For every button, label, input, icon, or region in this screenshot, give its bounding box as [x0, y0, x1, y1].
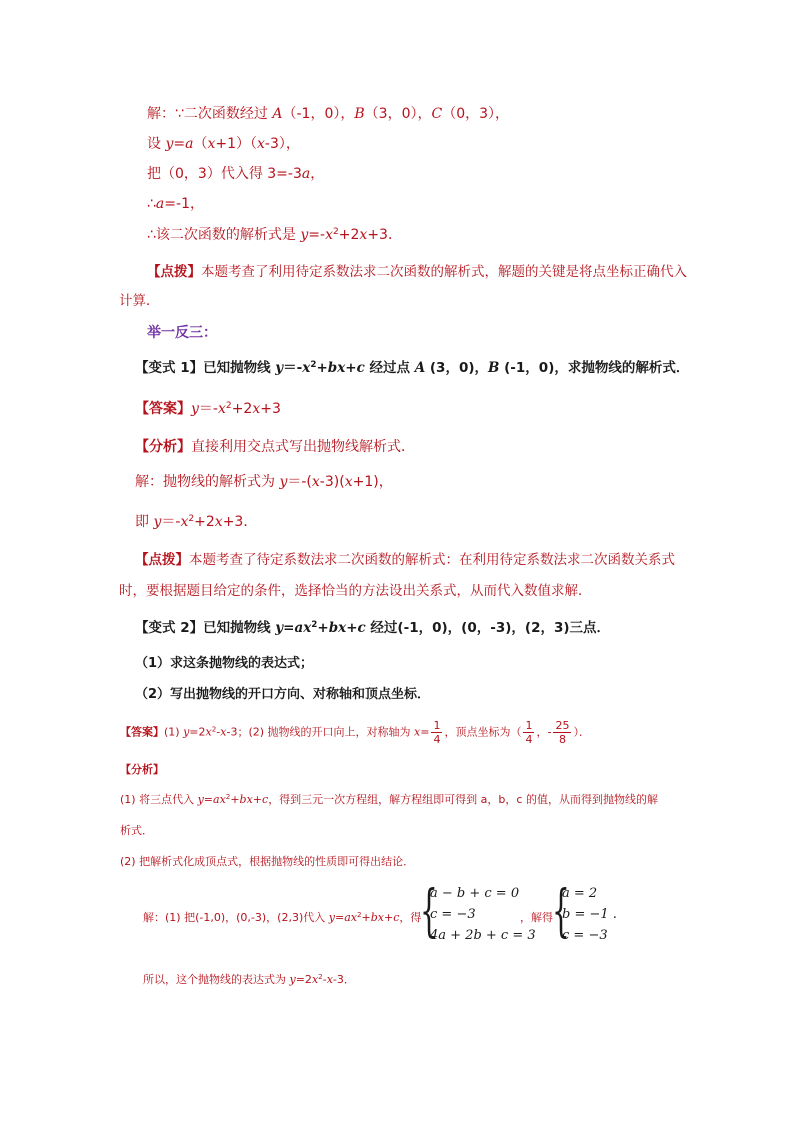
variant-2-subquestion-1: （1）求这条抛物线的表达式；: [135, 656, 314, 671]
equation-row: b = −1 .: [562, 907, 617, 922]
fraction-twenty-five-eighths: $\frac{25}{8}$: [555, 719, 570, 746]
equation-row: c = −3: [562, 928, 608, 943]
variant-1-solution-cont: 即 $y=-x^2+2x+3$．: [135, 514, 258, 530]
variant-1-analysis: 【分析】直接利用交点式写出抛物线解析式．: [135, 439, 415, 455]
solution-line-5: ∴该二次函数的解析式是 $y=-x^2+2x+3$．: [147, 227, 402, 243]
equation-system-input: [420, 879, 536, 946]
variant-1-question: 【变式 1】已知抛物线 $y=-x^2+bx+c$ 经过点 A (3，0)，B (-1，0)，求抛物线的解析式．: [135, 360, 690, 376]
variant-1-answer: 【答案】$y=-x^2+2x+3$: [135, 401, 281, 417]
variant-1-hint-cont: 时，要根据题目给定的条件，选择恰当的方法设出关系式，从而代入数值求解．: [119, 583, 592, 599]
solve-text: ，解得: [520, 911, 553, 924]
equation-row: c = −3: [430, 907, 476, 922]
variant-1-solution: 解：抛物线的解析式为 y＝-(x-3)(x+1)，: [135, 474, 393, 490]
equation-system-solution: [552, 879, 622, 946]
equation-row: 4a + 2b + c = 3: [430, 928, 536, 943]
solution-line-1: 解：∵二次函数经过 A（-1，0），B（3，0），C（0，3），: [147, 106, 510, 122]
equation-row: a = 2: [562, 886, 598, 901]
variant-2-analysis-tag: 【分析】: [120, 763, 164, 776]
left-brace-icon: {: [552, 879, 570, 944]
fraction-one-quarter-vertex: $\frac{1}{4}$: [525, 719, 533, 746]
variant-2-analysis-1: (1) 将三点代入 $y=ax^2+bx+c$，得到三元一次方程组，解方程组即可得到 a，b，c 的值，从而得到抛物线的解: [120, 792, 658, 806]
variant-1-hint: 【点拨】本题考查了待定系数法求二次函数的解析式：在利用待定系数法求二次函数关系式: [135, 552, 675, 568]
section-heading-practice: 举一反三：: [147, 325, 217, 341]
left-brace-icon: {: [420, 879, 438, 944]
variant-2-subquestion-2: （2）写出抛物线的开口方向、对称轴和顶点坐标．: [135, 687, 431, 702]
equation-row: a − b + c = 0: [430, 886, 520, 901]
variant-2-question: 【变式 2】已知抛物线 $y=ax^2+bx+c$ 经过(-1，0)，(0，-3)，(2，3)三点．: [135, 620, 611, 636]
hint-paragraph-1: 【点拨】本题考查了利用待定系数法求二次函数的解析式，解题的关键是将点坐标正确代入: [147, 264, 687, 280]
fraction-one-quarter: $\frac{1}{4}$: [433, 719, 441, 746]
variant-2-solution: 解：(1) 把(-1,0)，(0,-3)，(2,3)代入 $y=ax^2+bx+c$，得: [143, 910, 422, 924]
hint-paragraph-1-cont: 计算．: [119, 293, 160, 309]
solution-line-3: 把（0，3）代入得 3=-3a，: [147, 166, 325, 182]
variant-2-conclusion: 所以，这个抛物线的表达式为 $y=2x^2-x-3$．: [143, 972, 355, 986]
solution-line-4: ∴a=-1，: [147, 196, 204, 212]
solution-line-2: 设 y=a（x+1）（x-3），: [147, 136, 300, 152]
variant-2-answer: 【答案】(1) $y=2x^2-x-3$；(2) 抛物线的开口向上，对称轴为 x= $\frac{1}{4}$ ，顶点坐标为（ $\frac{1}{4}$ ，- $\frac{25}{8}$ ）．: [120, 719, 590, 746]
variant-2-analysis-1-cont: 析式．: [120, 824, 153, 837]
variant-2-analysis-2: (2) 把解析式化成顶点式，根据抛物线的性质即可得出结论．: [120, 855, 415, 868]
